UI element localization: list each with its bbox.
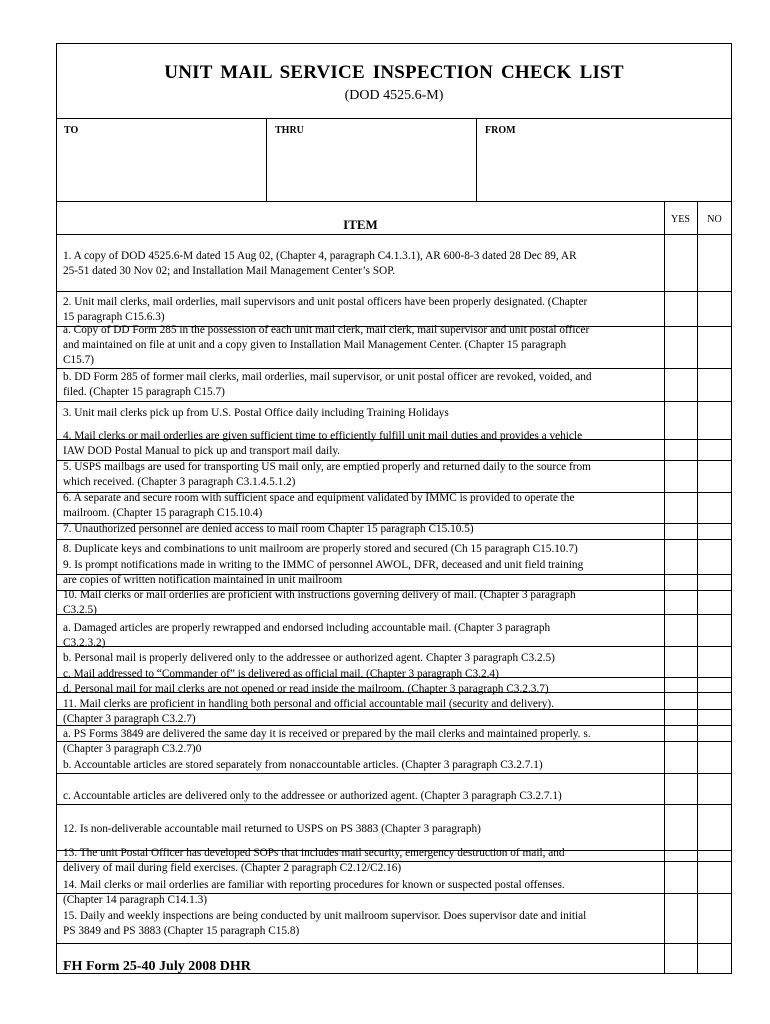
checklist-item-line: which received. (Chapter 3 paragraph C3.1.4.5.1.2) (63, 476, 296, 488)
no-checkbox-cell[interactable] (698, 457, 731, 471)
row-divider (57, 234, 732, 235)
routing-block (56, 118, 732, 202)
yes-checkbox-cell[interactable] (665, 618, 696, 632)
checklist-item-line: 15 paragraph C15.6.3) (63, 311, 165, 323)
no-checkbox-cell[interactable] (698, 403, 731, 417)
checklist-item (63, 406, 657, 421)
checklist-item-line: d. Personal mail for mail clerks are not opened or read inside the mailroom. (Chapter 3 paragraph C3.2.3.7) (63, 683, 549, 695)
no-checkbox-cell[interactable] (698, 664, 731, 678)
checklist-item (63, 588, 657, 618)
checklist-item (63, 522, 657, 537)
checklist-item-line: C3.2.5) (63, 604, 97, 616)
checklist-item-line: mailroom. (Chapter 15 paragraph C15.10.4) (63, 507, 263, 519)
inspection-form (56, 43, 732, 974)
no-column-header: NO (707, 214, 722, 225)
yes-checkbox-cell[interactable] (665, 292, 696, 306)
checklist-item-line: a. PS Forms 3849 are delivered the same day it is received or prepared by the mail clerks and maintained properly. s. (63, 728, 591, 740)
yes-checkbox-cell[interactable] (665, 246, 696, 260)
yes-checkbox-cell[interactable] (665, 755, 696, 769)
checklist-item-line: c. Mail addressed to “Commander of” is delivered as official mail. (Chapter 3 paragraph C3.2.4) (63, 668, 499, 680)
yes-checkbox-cell[interactable] (665, 664, 696, 678)
yes-checkbox-cell[interactable] (665, 426, 696, 440)
checklist-item-line: b. Accountable articles are stored separately from nonaccountable articles. (Chapter 3 paragraph C3.2.7.1) (63, 759, 543, 771)
no-checkbox-cell[interactable] (698, 906, 731, 920)
checklist-item-line: and maintained on file at unit and a copy given to Installation Mail Management Center. (Chapter 15 paragraph (63, 339, 567, 351)
checklist-item-line: 1. A copy of DOD 4525.6-M dated 15 Aug 02, (Chapter 4, paragraph C4.1.3.1), AR 600-8-3 dated 28 Dec 89, AR (63, 250, 577, 262)
row-divider (57, 539, 732, 540)
checklist-item (63, 697, 657, 727)
checklist-item (63, 491, 657, 521)
checklist-item (63, 249, 657, 279)
yes-checkbox-cell[interactable] (665, 875, 696, 889)
checklist-item-line: delivery of mail during field exercises. (Chapter 2 paragraph C2.12/C2.16) (63, 862, 402, 874)
yes-checkbox-cell[interactable] (665, 488, 696, 502)
checklist-item-line: C3.2.3.2) (63, 637, 106, 649)
checklist-item-line: (Chapter 3 paragraph C3.2.7) (63, 713, 196, 725)
no-checkbox-cell[interactable] (698, 367, 731, 381)
checklist-item (63, 822, 657, 837)
no-checkbox-cell[interactable] (698, 724, 731, 738)
checklist-item (63, 789, 657, 804)
no-checkbox-cell[interactable] (698, 679, 731, 693)
yes-checkbox-cell[interactable] (665, 906, 696, 920)
checklist-item-line: filed. (Chapter 15 paragraph C15.7) (63, 386, 225, 398)
checklist-item-line: are copies of written notification maintained in unit mailroom (63, 574, 343, 586)
yes-checkbox-cell[interactable] (665, 786, 696, 800)
yes-checkbox-cell[interactable] (665, 843, 696, 857)
yes-checkbox-cell[interactable] (665, 679, 696, 693)
row-divider (57, 943, 732, 944)
yes-column-header: YES (671, 214, 690, 225)
checklist-item-line: (Chapter 3 paragraph C3.2.7)0 (63, 743, 202, 755)
checklist-item (63, 758, 657, 773)
no-checkbox-cell[interactable] (698, 246, 731, 260)
item-column-header: ITEM (343, 217, 378, 232)
yes-checkbox-cell[interactable] (665, 403, 696, 417)
checklist-item (63, 667, 657, 682)
from-label: FROM (485, 125, 516, 136)
no-checkbox-cell[interactable] (698, 843, 731, 857)
checklist-item (63, 460, 657, 490)
checklist-item-line: 15. Daily and weekly inspections are being conducted by unit mailroom supervisor. Does supervisor date and initial (63, 910, 587, 922)
checklist-item-line: 3. Unit mail clerks pick up from U.S. Postal Office daily including Training Holidays (63, 407, 449, 419)
no-checkbox-cell[interactable] (698, 875, 731, 889)
checklist-item (63, 682, 657, 697)
row-divider (57, 773, 732, 774)
checklist-item-line: 10. Mail clerks or mail orderlies are proficient with instructions governing delivery of mail. (Chapter 3 paragraph (63, 589, 576, 601)
checklist-item-line: c. Accountable articles are delivered only to the addressee or authorized agent. (Chapter 3 paragraph C3.2.7.1) (63, 790, 562, 802)
checklist-item (63, 878, 657, 908)
checklist-item-line: 11. Mail clerks are proficient in handling both personal and official accountable mail (security and delivery). (63, 698, 554, 710)
yes-checkbox-cell[interactable] (665, 539, 696, 553)
no-checkbox-cell[interactable] (698, 585, 731, 599)
thru-field[interactable] (266, 119, 476, 201)
no-checkbox-cell[interactable] (698, 819, 731, 833)
yes-checkbox-cell[interactable] (665, 519, 696, 533)
no-checkbox-cell[interactable] (698, 694, 731, 708)
no-checkbox-cell[interactable] (698, 426, 731, 440)
checklist-item (63, 542, 657, 557)
from-field[interactable] (476, 119, 732, 201)
form-subtitle: (DOD 4525.6-M) (344, 88, 444, 103)
checklist-item-line: 5. USPS mailbags are used for transporting US mail only, are emptied properly and returned daily to the source from (63, 461, 591, 473)
no-checkbox-cell[interactable] (698, 292, 731, 306)
checklist-item-line: 4. Mail clerks or mail orderlies are given sufficient time to efficiently fulfill unit mail duties and provides a vehicle (63, 430, 583, 442)
to-label: TO (64, 125, 79, 136)
checklist-item-line: a. Copy of DD Form 285 in the possession of each unit mail clerk, mail clerk, mail supervisor and unit postal officer (63, 324, 590, 336)
no-checkbox-cell[interactable] (698, 539, 731, 553)
checklist-item-line: 6. A separate and secure room with sufficient space and equipment validated by IMMC is provided to operate the (63, 492, 575, 504)
yes-checkbox-cell[interactable] (665, 367, 696, 381)
checklist-item-line: b. DD Form 285 of former mail clerks, mail orderlies, mail supervisor, or unit postal officer are revoked, voided, and (63, 371, 592, 383)
checklist-item (63, 370, 657, 400)
checklist-item-line: 9. Is prompt notifications made in writing to the IMMC of personnel AWOL, DFR, deceased and unit field training (63, 559, 584, 571)
yes-checkbox-cell[interactable] (665, 555, 696, 569)
checklist-item (63, 846, 657, 876)
checklist-item (63, 909, 657, 939)
checklist-item-line: a. Damaged articles are properly rewrapped and endorsed including accountable mail. (Chapter 3 paragraph (63, 622, 551, 634)
checklist-item-line: 7. Unauthorized personnel are denied access to mail room Chapter 15 paragraph C15.10.5) (63, 523, 474, 535)
checklist-item (63, 323, 657, 368)
no-checkbox-cell[interactable] (698, 618, 731, 632)
yes-checkbox-cell[interactable] (665, 724, 696, 738)
yes-checkbox-cell[interactable] (665, 585, 696, 599)
checklist-item-line: PS 3849 and PS 3883 (Chapter 15 paragraph C15.8) (63, 925, 300, 937)
yes-checkbox-cell[interactable] (665, 819, 696, 833)
checklist-item-line: (Chapter 14 paragraph C14.1.3) (63, 894, 207, 906)
checklist-item-line: 13. The unit Postal Officer has developed SOPs that includes mail security, emergency destruction of mail, and (63, 847, 565, 859)
checklist-item-line: 2. Unit mail clerks, mail orderlies, mail supervisors and unit postal officers have been properly designated. (Chapter (63, 296, 588, 308)
checklist-item-line: IAW DOD Postal Manual to pick up and transport mail daily. (63, 445, 341, 457)
checklist-item-line: b. Personal mail is properly delivered only to the addressee or authorized agent. Chapter 3 paragraph C3.2.5) (63, 652, 555, 664)
checklist-item (63, 651, 657, 666)
yes-checkbox-cell[interactable] (665, 648, 696, 662)
form-footer: FH Form 25-40 July 2008 DHR (63, 959, 251, 974)
row-divider (57, 401, 732, 402)
form-title: UNIT MAIL SERVICE INSPECTION CHECK LIST (164, 62, 624, 83)
yes-checkbox-cell[interactable] (665, 457, 696, 471)
thru-label: THRU (275, 125, 304, 136)
checklist-item-line: C15.7) (63, 354, 95, 366)
no-checkbox-cell[interactable] (698, 648, 731, 662)
yes-checkbox-cell[interactable] (665, 320, 696, 334)
checklist-item-line: 8. Duplicate keys and combinations to unit mailroom are properly stored and secured (Ch 15 paragraph C15.10.7) (63, 543, 578, 555)
no-checkbox-cell[interactable] (698, 519, 731, 533)
checklist-item (63, 727, 657, 757)
checklist-item-line: 14. Mail clerks or mail orderlies are familiar with reporting procedures for known or suspected postal offenses. (63, 879, 565, 891)
row-divider (57, 368, 732, 369)
checklist-item-line: 12. Is non-deliverable accountable mail returned to USPS on PS 3883 (Chapter 3 paragraph) (63, 823, 481, 835)
no-checkbox-cell[interactable] (698, 786, 731, 800)
no-checkbox-cell[interactable] (698, 555, 731, 569)
no-checkbox-cell[interactable] (698, 755, 731, 769)
yes-checkbox-cell[interactable] (665, 694, 696, 708)
checklist-item (63, 558, 657, 588)
to-field[interactable] (56, 119, 266, 201)
checklist-item (63, 621, 657, 651)
checklist-item-line: 25-51 dated 30 Nov 02; and Installation Mail Management Center’s SOP. (63, 265, 396, 277)
checklist-item (63, 295, 657, 325)
no-checkbox-cell[interactable] (698, 320, 731, 334)
checklist-item (63, 429, 657, 459)
no-checkbox-cell[interactable] (698, 488, 731, 502)
row-divider (57, 291, 732, 292)
row-divider (57, 804, 732, 805)
